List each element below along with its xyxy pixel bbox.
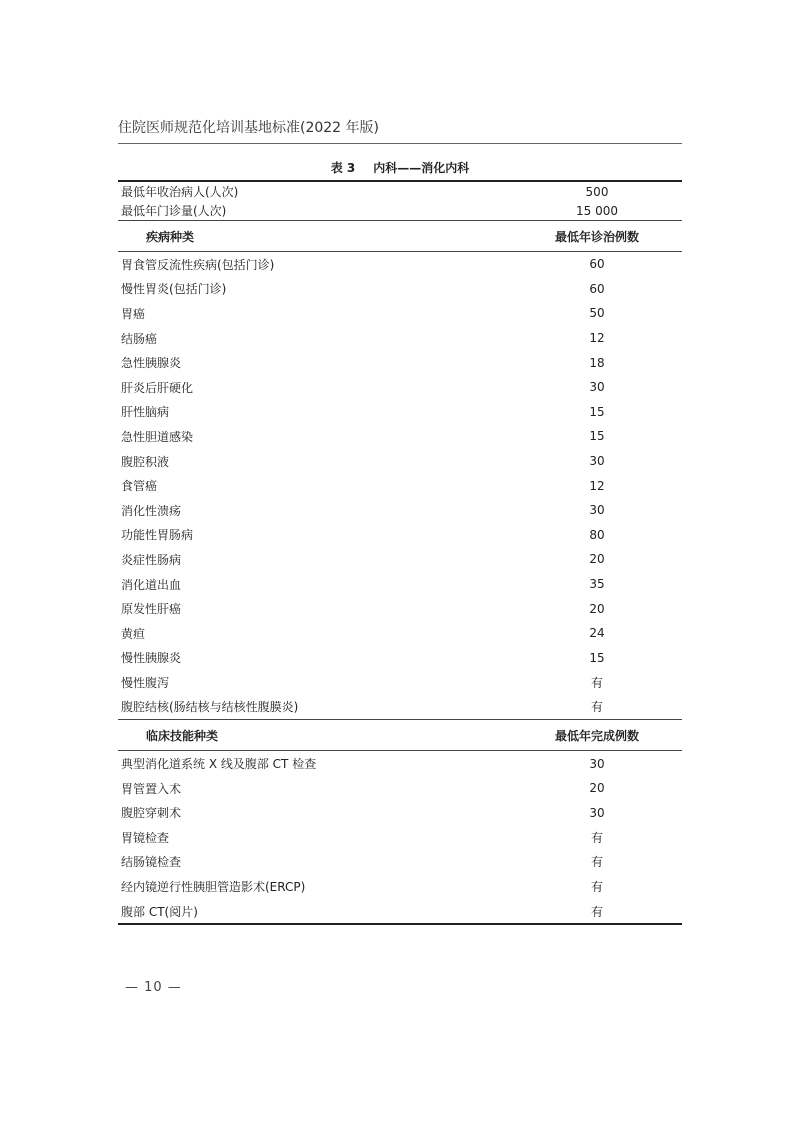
disease-min-cases: 20 xyxy=(589,601,605,616)
disease-min-cases: 50 xyxy=(589,306,605,321)
disease-min-cases: 30 xyxy=(589,454,605,469)
disease-min-cases: 60 xyxy=(512,252,682,277)
skill-name: 经内镜逆行性胰胆管造影术(ERCP) xyxy=(121,880,306,895)
table-row xyxy=(118,301,682,326)
table-row xyxy=(118,523,682,548)
table-row xyxy=(118,375,682,400)
column-header-min-cases: 最低年诊治例数 xyxy=(512,221,682,252)
disease-name: 腹腔结核(肠结核与结核性腹膜炎) xyxy=(121,700,299,715)
disease-min-cases: 20 xyxy=(589,552,605,567)
disease-name: 慢性胃炎(包括门诊) xyxy=(121,282,227,297)
table-caption xyxy=(118,159,682,176)
skill-min-completed: 有 xyxy=(512,899,682,925)
disease-name: 肝炎后肝硬化 xyxy=(121,380,194,395)
table-row xyxy=(118,621,682,646)
table-row xyxy=(118,326,682,351)
skill-name: 典型消化道系统 X 线及腹部 CT 检查 xyxy=(118,751,512,776)
table-row xyxy=(118,596,682,621)
disease-name: 消化道出血 xyxy=(121,577,182,592)
disease-name: 急性胆道感染 xyxy=(121,429,194,444)
table-row xyxy=(118,400,682,425)
disease-min-cases: 有 xyxy=(590,700,603,715)
info-value: 500 xyxy=(512,181,682,201)
disease-name: 炎症性肠病 xyxy=(121,552,182,567)
disease-name: 功能性胃肠病 xyxy=(121,528,194,543)
table-row xyxy=(118,424,682,449)
disease-name: 肝性脑病 xyxy=(121,405,170,420)
skill-min-completed: 有 xyxy=(590,830,603,845)
info-row xyxy=(118,201,682,221)
disease-name: 黄疸 xyxy=(121,626,146,641)
table-row xyxy=(118,695,682,720)
skill-min-completed: 30 xyxy=(589,805,605,820)
skill-name: 胃管置入术 xyxy=(121,781,182,796)
info-value: 15 000 xyxy=(576,203,618,218)
table-row xyxy=(118,449,682,474)
disease-min-cases: 24 xyxy=(589,626,605,641)
table-row xyxy=(118,473,682,498)
table-title: 内科——消化内科 xyxy=(373,161,470,175)
table-row xyxy=(118,572,682,597)
skill-min-completed: 20 xyxy=(589,781,605,796)
disease-min-cases: 80 xyxy=(589,527,605,542)
disease-name: 食管癌 xyxy=(121,479,158,494)
disease-name: 慢性胰腺炎 xyxy=(121,651,182,666)
disease-min-cases: 30 xyxy=(589,380,605,395)
section-header-row xyxy=(118,221,682,252)
disease-min-cases: 60 xyxy=(589,281,605,296)
disease-min-cases: 30 xyxy=(589,503,605,518)
table-row xyxy=(118,252,682,277)
skill-name: 腹腔穿刺术 xyxy=(121,806,182,821)
table-row xyxy=(118,776,682,801)
disease-name: 腹腔积液 xyxy=(121,454,170,469)
table-row xyxy=(118,800,682,825)
header-rule xyxy=(118,143,682,144)
disease-min-cases: 15 xyxy=(589,429,605,444)
table-row xyxy=(118,670,682,695)
table-row xyxy=(118,825,682,850)
disease-name: 结肠癌 xyxy=(121,331,158,346)
table-row xyxy=(118,646,682,671)
info-row xyxy=(118,181,682,201)
disease-name: 慢性腹泻 xyxy=(121,675,170,690)
disease-name: 胃食管反流性疾病(包括门诊) xyxy=(118,252,512,277)
column-header-min-completed: 最低年完成例数 xyxy=(512,720,682,751)
skill-min-completed: 有 xyxy=(590,880,603,895)
skill-name: 胃镜检查 xyxy=(121,830,170,845)
disease-name: 消化性溃疡 xyxy=(121,503,182,518)
section-header-row xyxy=(118,720,682,751)
disease-name: 急性胰腺炎 xyxy=(121,356,182,371)
disease-name: 胃癌 xyxy=(121,306,146,321)
disease-min-cases: 35 xyxy=(589,577,605,592)
skill-min-completed: 30 xyxy=(512,751,682,776)
skill-min-completed: 有 xyxy=(590,855,603,870)
skill-name: 结肠镜检查 xyxy=(121,855,182,870)
table-row xyxy=(118,874,682,899)
info-label: 最低年收治病人(人次) xyxy=(118,181,512,201)
table-row xyxy=(118,498,682,523)
info-label: 最低年门诊量(人次) xyxy=(121,204,227,218)
disease-min-cases: 12 xyxy=(589,478,605,493)
table-row xyxy=(118,751,682,776)
requirements-table xyxy=(118,180,682,925)
running-header-title: 住院医师规范化培训基地标准(2022 年版) xyxy=(118,120,380,136)
disease-min-cases: 15 xyxy=(589,650,605,665)
table-number: 表 3 xyxy=(330,161,356,175)
table-row xyxy=(118,547,682,572)
column-header-skill-type: 临床技能种类 xyxy=(118,720,512,751)
disease-min-cases: 15 xyxy=(589,404,605,419)
disease-min-cases: 有 xyxy=(590,675,603,690)
table-row xyxy=(118,350,682,375)
table-row xyxy=(118,277,682,302)
disease-name: 原发性肝癌 xyxy=(121,602,182,617)
table-row xyxy=(118,899,682,925)
column-header-disease-type: 疾病种类 xyxy=(118,221,512,252)
disease-min-cases: 18 xyxy=(589,355,605,370)
table-row xyxy=(118,850,682,875)
skill-name: 腹部 CT(阅片) xyxy=(118,899,512,925)
disease-min-cases: 12 xyxy=(589,331,605,346)
page-number: — 10 — xyxy=(125,980,182,995)
